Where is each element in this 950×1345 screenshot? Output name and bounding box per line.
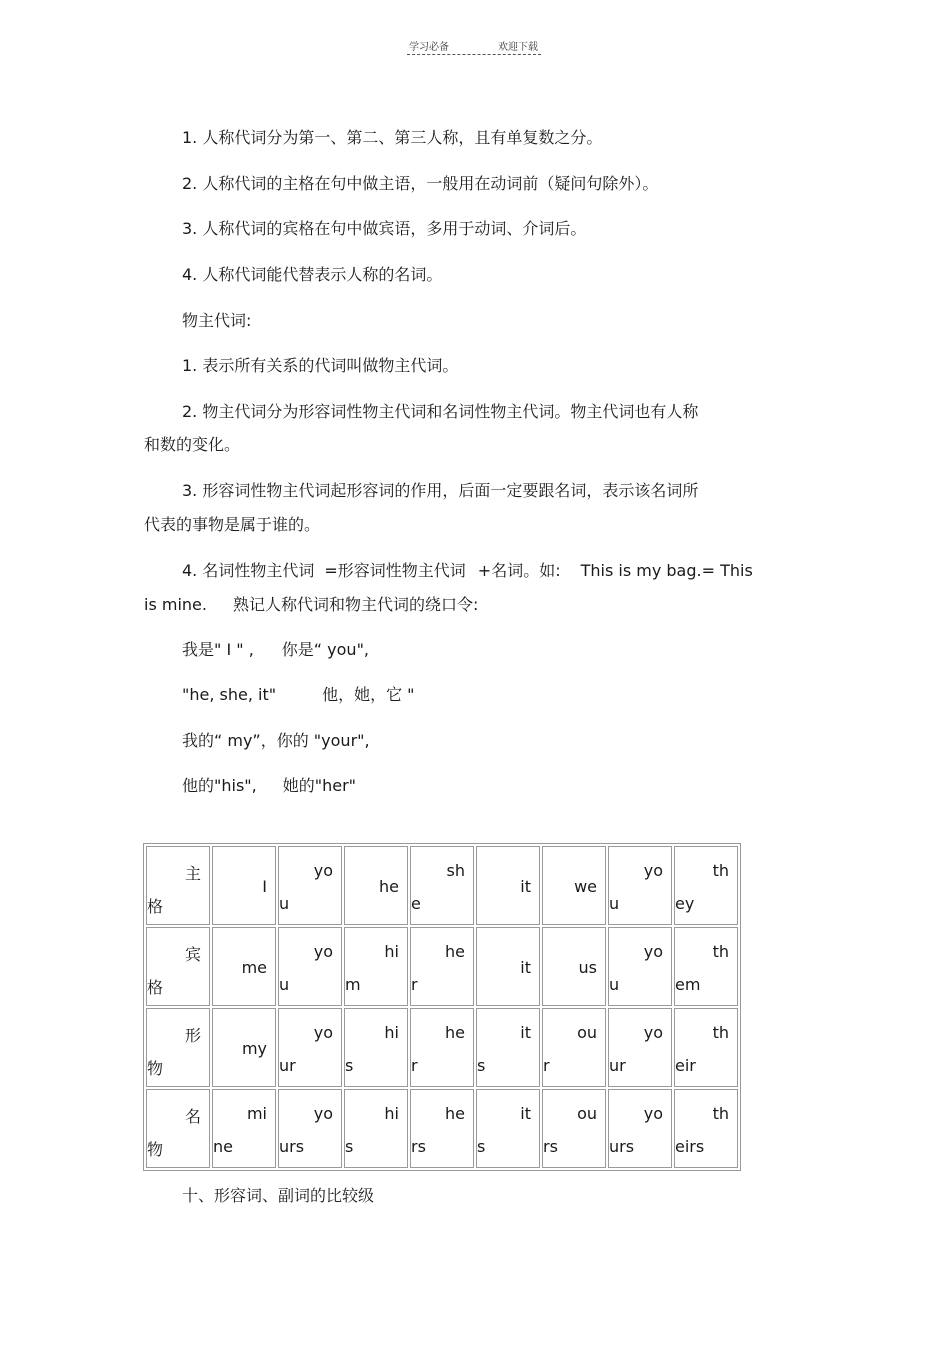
cell-text-top: hi bbox=[384, 942, 399, 961]
p9-part1: 4. 名词性物主代词 bbox=[182, 561, 315, 580]
table-cell bbox=[476, 1008, 540, 1087]
cell-text: me bbox=[241, 958, 267, 977]
cell-text-top: it bbox=[520, 1104, 531, 1123]
rhyme-1a: 我是" I " , bbox=[182, 640, 254, 659]
table-cell bbox=[344, 927, 408, 1006]
table-cell bbox=[344, 1008, 408, 1087]
cell-text-bottom: r bbox=[543, 1056, 550, 1075]
table-cell bbox=[542, 1089, 606, 1168]
table-cell bbox=[278, 1089, 342, 1168]
table-cell bbox=[146, 927, 210, 1006]
paragraph-7-line2: 和数的变化。 bbox=[144, 435, 241, 454]
cell-text-top: yo bbox=[313, 942, 333, 961]
p9-part4: This is my bag.= This bbox=[580, 561, 753, 580]
table-cell bbox=[608, 1089, 672, 1168]
table-cell bbox=[476, 927, 540, 1006]
cell-text-top: sh bbox=[446, 861, 465, 880]
rhyme-4b: 她的"her" bbox=[282, 776, 357, 795]
pronoun-table bbox=[143, 843, 741, 1171]
cell-text-bottom: eirs bbox=[675, 1137, 705, 1156]
table-cell bbox=[476, 846, 540, 925]
cell-text-top: hi bbox=[384, 1023, 399, 1042]
cell-text-bottom: s bbox=[345, 1056, 354, 1075]
cell-text-bottom: 物 bbox=[147, 1140, 164, 1159]
table-cell bbox=[344, 1089, 408, 1168]
cell-text-bottom: rs bbox=[411, 1137, 426, 1156]
paragraph-9-line2 bbox=[144, 595, 478, 615]
cell-text-bottom: s bbox=[345, 1137, 354, 1156]
cell-text: he bbox=[379, 877, 399, 896]
cell-text-top: 名 bbox=[184, 1107, 201, 1126]
cell-text-top: 主 bbox=[184, 864, 201, 883]
rhyme-line-1 bbox=[182, 640, 369, 660]
cell-text-top: yo bbox=[313, 1023, 333, 1042]
paragraph-8-line2: 代表的事物是属于谁的。 bbox=[144, 515, 321, 534]
cell-text-bottom: s bbox=[477, 1056, 486, 1075]
table-row bbox=[146, 1008, 738, 1087]
table-row bbox=[146, 1089, 738, 1168]
table-cell bbox=[608, 846, 672, 925]
header-right: 欢迎下载 bbox=[498, 42, 538, 53]
cell-text-top: yo bbox=[643, 1104, 663, 1123]
table-cell bbox=[278, 1008, 342, 1087]
cell-text: it bbox=[520, 877, 531, 896]
table-row bbox=[146, 846, 738, 925]
p9b-part2: 熟记人称代词和物主代词的绕口令: bbox=[232, 595, 479, 614]
table-cell bbox=[410, 1089, 474, 1168]
cell-text-bottom: ur bbox=[609, 1056, 626, 1075]
table-cell bbox=[674, 1008, 738, 1087]
cell-text-bottom: ur bbox=[279, 1056, 296, 1075]
cell-text: us bbox=[578, 958, 597, 977]
cell-text-bottom: ne bbox=[213, 1137, 233, 1156]
paragraph-9-line1 bbox=[182, 561, 753, 581]
cell-text-top: th bbox=[712, 942, 729, 961]
cell-text-top: yo bbox=[643, 861, 663, 880]
cell-text-bottom: r bbox=[411, 1056, 418, 1075]
rhyme-line-3: 我的“ my”，你的 "your", bbox=[182, 731, 370, 750]
table-cell bbox=[212, 1008, 276, 1087]
cell-text-bottom: 格 bbox=[147, 978, 164, 997]
possessive-heading: 物主代词: bbox=[182, 311, 252, 330]
paragraph-6: 1. 表示所有关系的代词叫做物主代词。 bbox=[182, 356, 459, 375]
cell-text-top: yo bbox=[313, 861, 333, 880]
table-cell bbox=[410, 1008, 474, 1087]
cell-text: I bbox=[262, 877, 267, 896]
header-divider bbox=[407, 54, 541, 55]
header-left: 学习必备 bbox=[409, 42, 449, 53]
p9-part3: +名词。如: bbox=[477, 561, 561, 580]
rhyme-line-4 bbox=[182, 776, 356, 796]
cell-text-bottom: ey bbox=[675, 894, 695, 913]
cell-text-top: mi bbox=[246, 1104, 267, 1123]
cell-text-bottom: r bbox=[411, 975, 418, 994]
paragraph-1: 1. 人称代词分为第一、第二、第三人称，且有单复数之分。 bbox=[182, 128, 603, 147]
cell-text-top: yo bbox=[643, 1023, 663, 1042]
cell-text-bottom: 物 bbox=[147, 1059, 164, 1078]
table-cell bbox=[146, 1089, 210, 1168]
cell-text: we bbox=[574, 877, 597, 896]
rhyme-1b: 你是“ you", bbox=[281, 640, 370, 659]
table-cell bbox=[278, 927, 342, 1006]
cell-text-bottom: s bbox=[477, 1137, 486, 1156]
cell-text-bottom: urs bbox=[609, 1137, 635, 1156]
cell-text-bottom: m bbox=[345, 975, 361, 994]
cell-text: my bbox=[241, 1039, 267, 1058]
cell-text-bottom: em bbox=[675, 975, 701, 994]
cell-text-top: he bbox=[445, 1023, 465, 1042]
cell-text-bottom: u bbox=[609, 975, 620, 994]
table-cell bbox=[542, 1008, 606, 1087]
p9b-part1: is mine. bbox=[144, 595, 207, 614]
cell-text: it bbox=[520, 958, 531, 977]
table-cell bbox=[674, 1089, 738, 1168]
cell-text-bottom: u bbox=[609, 894, 620, 913]
cell-text-bottom: u bbox=[279, 975, 290, 994]
cell-text-top: th bbox=[712, 861, 729, 880]
table-cell bbox=[542, 846, 606, 925]
cell-text-bottom: rs bbox=[543, 1137, 558, 1156]
table-cell bbox=[344, 846, 408, 925]
table-cell bbox=[674, 927, 738, 1006]
table-cell bbox=[608, 1008, 672, 1087]
table-cell bbox=[212, 1089, 276, 1168]
cell-text-top: it bbox=[520, 1023, 531, 1042]
paragraph-8-line1: 3. 形容词性物主代词起形容词的作用，后面一定要跟名词，表示该名词所 bbox=[182, 481, 699, 500]
table-cell bbox=[608, 927, 672, 1006]
table-cell bbox=[146, 846, 210, 925]
cell-text-top: hi bbox=[384, 1104, 399, 1123]
paragraph-3: 3. 人称代词的宾格在句中做宾语，多用于动词、介词后。 bbox=[182, 219, 587, 238]
cell-text-top: 宾 bbox=[184, 945, 201, 964]
table-cell bbox=[476, 1089, 540, 1168]
table-cell bbox=[410, 846, 474, 925]
cell-text-bottom: u bbox=[279, 894, 290, 913]
cell-text-top: yo bbox=[643, 942, 663, 961]
table-cell bbox=[212, 846, 276, 925]
cell-text-top: he bbox=[445, 942, 465, 961]
cell-text-top: yo bbox=[313, 1104, 333, 1123]
p9-part2: =形容词性物主代词 bbox=[324, 561, 466, 580]
cell-text-top: he bbox=[445, 1104, 465, 1123]
table-cell bbox=[674, 846, 738, 925]
table-row bbox=[146, 927, 738, 1006]
cell-text-top: 形 bbox=[184, 1026, 201, 1045]
cell-text-top: ou bbox=[577, 1104, 597, 1123]
rhyme-2a: "he, she, it" bbox=[182, 685, 277, 704]
cell-text-top: th bbox=[712, 1023, 729, 1042]
table-cell bbox=[410, 927, 474, 1006]
cell-text-top: th bbox=[712, 1104, 729, 1123]
paragraph-2: 2. 人称代词的主格在句中做主语，一般用在动词前（疑问句除外）。 bbox=[182, 174, 659, 193]
cell-text-bottom: eir bbox=[675, 1056, 696, 1075]
cell-text-bottom: e bbox=[411, 894, 421, 913]
paragraph-4: 4. 人称代词能代替表示人称的名词。 bbox=[182, 265, 443, 284]
paragraph-7-line1: 2. 物主代词分为形容词性物主代词和名词性物主代词。物主代词也有人称 bbox=[182, 402, 699, 421]
cell-text-bottom: urs bbox=[279, 1137, 305, 1156]
cell-text-bottom: 格 bbox=[147, 897, 164, 916]
rhyme-4a: 他的"his", bbox=[182, 776, 257, 795]
section-title: 十、形容词、副词的比较级 bbox=[182, 1186, 375, 1205]
table-cell bbox=[212, 927, 276, 1006]
rhyme-line-2 bbox=[182, 685, 415, 705]
table-cell bbox=[146, 1008, 210, 1087]
rhyme-2b: 他，她，它 " bbox=[322, 685, 415, 704]
cell-text-top: ou bbox=[577, 1023, 597, 1042]
table-cell bbox=[278, 846, 342, 925]
table-cell bbox=[542, 927, 606, 1006]
